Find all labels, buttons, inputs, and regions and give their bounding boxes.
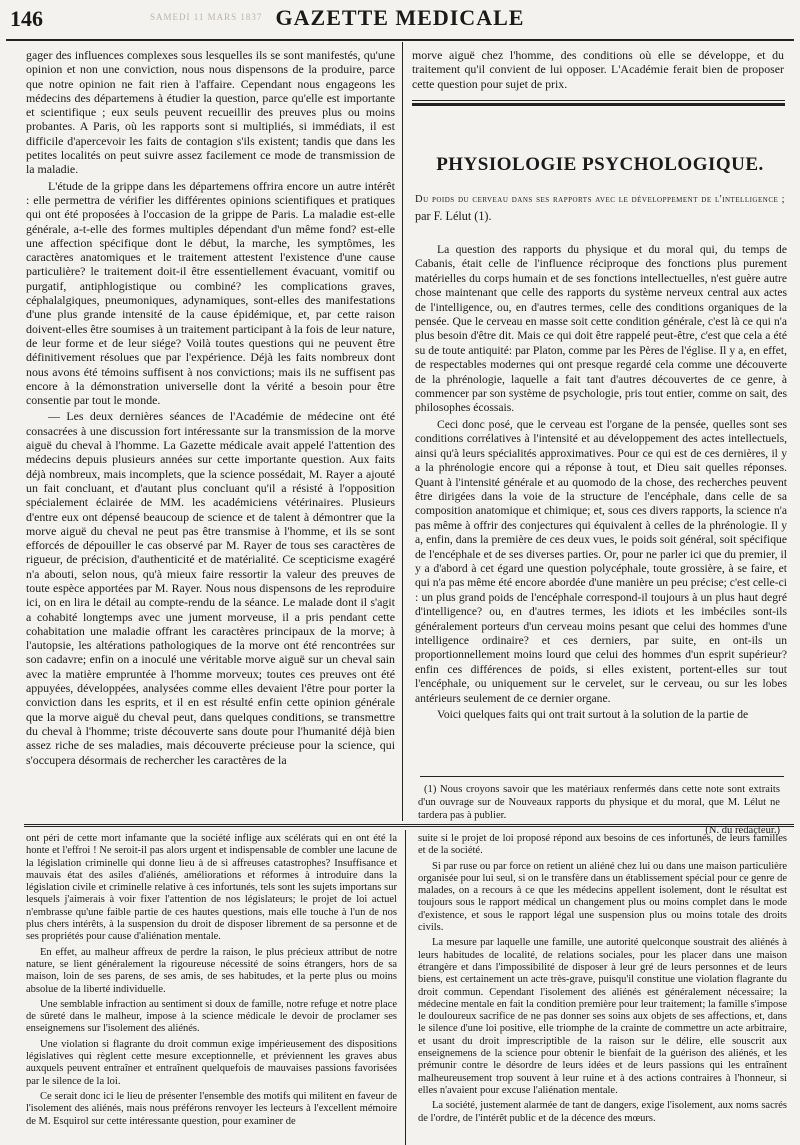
footnote [418, 783, 780, 837]
article-subtitle [415, 190, 785, 224]
section-title: PHYSIOLOGIE PSYCHOLOGIQUE. [436, 154, 764, 175]
journal-title: GAZETTE MEDICALE [275, 5, 525, 30]
article-body [415, 243, 787, 761]
paragraph: Une semblable infraction au sentiment si doux de famille, notre refuge et notre place de sûreté dans le malheur, impose à la science médicale le devoir de proclamer ses enseignemens sur l'isolement des aliénés. [26, 998, 397, 1035]
paragraph: Une violation si flagrante du droit commun exige impérieusement des dispositions législatives qui règlent cette mesure exceptionnelle, et préviennent les graves abus auxquels peuvent entraîner et entraînent quelquefois de mauvaises passions favorisées par le silence de la loi. [26, 1038, 397, 1087]
footnote-rule [420, 776, 784, 777]
article-rule-top [412, 100, 785, 101]
paragraph: L'étude de la grippe dans les départemens offrira encore un autre intérêt : elle permettra de vérifier les différentes opinions scientifiques et pratiques qui ont été proposées à l'occasion de la grippe de Paris. La maladie est-elle générale, a-t-elle des formes multiples dépendant d'un même fond? est-elle une affection spécifique dont le début, la marche, les symptômes, les caractères anatomiques et le traitement attestent l'existence d'une cause particulière? le traitement doit-il être essentiellement évacuant, vomitif ou purgatif, antiphlogistique ou combiné? les complications graves, céphalalgiques, pneumoniques, adynamiques, sont-elles des manifestations d'une plus grande intensité de la cause épidémique, et, par cette raison doivent-elles être soumises à un traitement participant à la fois de leur nature, de leur forme et de leur siége? Voilà toutes questions qui ne peuvent être définitivement résolues que par l'expérience. Déjà les faits nombreux dont nous avons été témoins suffisent à nos convictions; mais ils ne suffisent pas encore à la démonstration universelle dont la vérité a besoin pour être consentie par tout le monde. [26, 178, 395, 408]
paragraph: La question des rapports du physique et du moral qui, du temps de Cabanis, était celle de l'influence réciproque des fonctions plus purement matérielles du corps humain et de ses fonctions intellectuelles, n'est guère autre chose maintenant que celle des rapports du système nerveux central aux actes de l'intelligence, ou, en d'autres termes, celle des conditions organiques de la pensée. Que le cerveau en masse soit cette condition générale, c'est là ce qui n'a plus besoin d'être dit. Mais ce qui doit être rappelé peut-être, c'est que cela a été su de toute antiquité: par Platon, comme par les Pères de l'église. Il y a, en effet, de respectables modernes qui ont presque regardé cela comme une découverte de la phrénologie, laquelle a fait tant d'autres découvertes de ce genre, à commencer par son système de psychologie, pris tout entier, comme on sait, des philosophes écossais. [415, 243, 787, 415]
date-stamp: SAMEDI 11 MARS 1837 [150, 12, 263, 22]
footnote-signature: (N. du rédacteur.) [705, 825, 780, 836]
page-header [0, 0, 800, 38]
paragraph: En effet, au malheur affreux de perdre la raison, le plus précieux attribut de notre nature, se lient généralement la rigoureuse nécessité de soins étrangers, hors de sa maison, loin de ses parens, de ses amis, de ses habitudes, et la perte plus ou moins absolue de la liberté individuelle. [26, 946, 397, 995]
paragraph: Voici quelques faits qui ont trait surtout à la solution de la partie de [437, 708, 749, 721]
article-subtitle-text: Du poids du cerveau dans ses rapports avec le développement de l'intelligence ; [415, 194, 785, 205]
paragraph: suite si le projet de loi proposé répond aux besoins de ces infortunés, de leurs familles et de la société. [418, 833, 787, 857]
page-number: 146 [10, 6, 43, 31]
left-column-bottom [26, 833, 397, 1145]
left-column-top [26, 48, 395, 820]
paragraph: gager des influences complexes sous lesquelles ils se sont manifestés, qu'une opinion et non une conviction, nous nous dispensons de la produire, parce que notre opinion ne fait rien à l'affaire. Cependant nous engageons les médecins des départemens à étudier la question, parce qu'elle est importante et scientifique ; eux seuls peuvent recueillir des preuves plus ou moins probantes. A Paris, où les rapports sont si multipliés, si immédiats, il est difficile d'apercevoir les faits de contagion s'ils existent; tandis que dans les petites localités on peut suivre assez facilement ce mode de transmission de la maladie. [26, 48, 395, 177]
paragraph: Ce serait donc ici le lieu de présenter l'ensemble des motifs qui militent en faveur de l'isolement des aliénés, mais nous préférons renvoyer les lecteurs à l'excellent mémoire de M. Esquirol sur cette intéressante question, pour examiner de [26, 1090, 397, 1127]
column-divider-bottom [405, 830, 406, 1145]
article-author: par F. Lélut (1). [415, 209, 492, 223]
right-column-continuation [412, 48, 784, 93]
paragraph: Ceci donc posé, que le cerveau est l'organe de la pensée, quelles sont ses conditions corrélatives à l'intensité et au développement des actes intellectuels, ainsi qu'à leurs spécialités approximatives. Pour ce qui est de ces dernières, il y a la phrénologie encore qui a réponse à tout, et Dieu sait quelles réponses. Quant à l'intensité générale et au quomodo de la chose, des recherches peuvent être dirigées dans la voie de la structure de l'encéphale, dans celle de sa composition anatomique et chimique; et, sous ces divers rapports, la science n'a pas même à offrir des conjectures qui équivalent à celles de la phrénologie. Il y a, enfin, dans la première de ces deux vues, le poids soit général, soit spécifique de l'encéphale et de ses diverses parties. Or, pour ne parler ici que du premier, il y a d'abord à cet égard une question polycéphale, toute grossière, à se faire, et qui n'a pas même été encore abordée d'une manière un peu précise; c'est celle-ci : un plus grand poids de l'encéphale correspond-il toujours à un plus haut degré d'intelligence? ou, en d'autres termes, les idiots et les imbéciles sont-ils généralement porteurs d'un cerveau moins pesant que celui des hommes d'une intelligence ordinaire? et ces derniers, par suite, en ont-ils un proportionnellement moins lourd que celui des hommes d'un esprit supérieur? enfin ces différences de poids, si elles existent, portent-elles sur tout l'encéphale, ou uniquement sur le cervelet, sur le cerveau, ou sur les lobes antérieurs seulement de ce dernier organe. [415, 417, 787, 705]
article-rule-top-thick [412, 103, 785, 106]
paragraph: La mesure par laquelle une famille, une autorité quelconque soustrait des aliénés à leurs habitudes de localité, de relations sociales, pour les placer dans une maison étrangère et dans l'impossibilité de disposer à leur gré de leurs personnes et de leurs biens, est certainement un acte très-grave, puisqu'il constitue une violation flagrante du droit commun. Cependant l'isolement des aliénés est généralement nécessaire; la médecine mentale en fait la condition première pour leur traitement; la famille s'impose le douloureux sacrifice de ne pas donner ses soins aux objets de ses affections, et, dans le silence d'une loi positive, elle triomphe de la crainte de commettre un acte arbitraire, et usant du droit imprescriptible de la raison sur le délire, elle souscrit aux enseignemens de la science pour obtenir le bienfait de la guérison des aliénés, et les prémunir contre le désordre de leurs idées et de leurs passions qui les entraînent malheureusement trop souvent à leur ruine et à des actions contraires à l'honneur, si elles n'avaient pour excuse l'aliénation mentale. [418, 937, 787, 1096]
paragraph: — Les deux dernières séances de l'Académie de médecine ont été consacrées à une discussion fort intéressante sur la transmission de la morve aiguë du cheval à l'homme. La Gazette médicale avait appelé l'attention des médecins depuis plusieurs années sur cette importante question. Aux faits déjà nombreux, mais incomplets, que la science possédait, M. Rayer a ajouté un fait concluant, et d'autant plus concluant qu'il a résisté à l'opposition spécialement éclairée de MM. les académiciens vétérinaires. Plusieurs d'entre eux ont dépensé beaucoup de science et de talent à démontrer que la morve aiguë du cheval ne peut pas être transmise à l'homme, et ils se sont efforcés de dépouiller le cas observé par M. Rayer de tous ses caractères de rigueur, de précision, d'authenticité et de matérialité. Ce scepticisme exagéré n'a abouti, selon nous, qu'à mieux faire ressortir la valeur des preuves de toute espèce apportées par M. Rayer. Nous nous dispensons de les reproduire ici, on en lira le détail au compte-rendu de la séance. Le malade dont il s'agit a cohabité longtemps avec une jument morveuse, il a pris pendant cette cohabitation une maladie offrant les caractères principaux de la morve; à l'autopsie, les altérations pathologiques de la morve ont été rencontrées sur son cadavre; enfin on a inoculé une véritable morve aiguë sur un cheval sain avec la matière empruntée à l'homme morveux; toutes ces preuves ont été appuyées, développées, analysées comme elles devaient l'être pour porter la conviction dans les esprits, et il en est résulté enfin cette opinion générale que la morve aiguë du cheval peut, dans quelques conditions, se transmettre du cheval à l'homme; triste découverte sans doute pour l'humanité déjà bien assez riche de ses maladies, mais découverte précieuse pour la science, qui s'occupera désormais de rechercher les caractères de la [26, 409, 395, 767]
header-rule [6, 39, 794, 41]
right-column-bottom [418, 833, 787, 1145]
paragraph: ont péri de cette mort infamante que la société inflige aux scélérats qui en ont été la honte et l'effroi ! Ne seroit-il pas alors urgent et indispensable de combler une lacune de la législation criminelle qui donne lieu à de si affreuses catastrophes? Insuffisance et mauvais état des asiles d'aliénés, améliorations et réformes à introduire dans la législation civile et criminelle relative à ces infortunés, tels sont les sujets importans sur lesquels j'aimerais à voir fixer l'attention de nos législateurs; le projet de loi actuel n'embrasse qu'une faible partie de ces hautes questions, mais elle touche à l'un de nos plus chers intérêts, à la suspension du droit de disposer librement de sa personne et de ses propriétés pour cause d'aliénation mentale. [26, 833, 397, 943]
paragraph: Si par ruse ou par force on retient un aliéné chez lui ou dans une maison particulière organisée pour lui seul, si on le transfère dans un établissement spécial pour ce genre de malades, on a recours à ce que les médecins appellent isolement, dont le résultat est toujours sous le rapport médical un changement plus ou moins complet dans le mode d'existence, et sous le rapport légal une suspension plus ou moins totale des droits civils. [418, 860, 787, 934]
paragraph: morve aiguë chez l'homme, des conditions où elle se développe, et du traitement qu'il convient de lui opposer. L'Académie ferait bien de proposer cette question pour sujet de prix. [412, 48, 784, 91]
footnote-text: (1) Nous croyons savoir que les matériaux renfermés dans cette note sont extraits d'un ouvrage sur de Nouveaux rapports du physique et du moral, que M. Lélut ne tardera pas à publier. [418, 784, 780, 821]
paragraph: La société, justement alarmée de tant de dangers, exige l'isolement, aux noms sacrés de l'ordre, de l'intérêt public et de la décence des mœurs. [418, 1100, 787, 1124]
column-divider-top [402, 42, 403, 821]
